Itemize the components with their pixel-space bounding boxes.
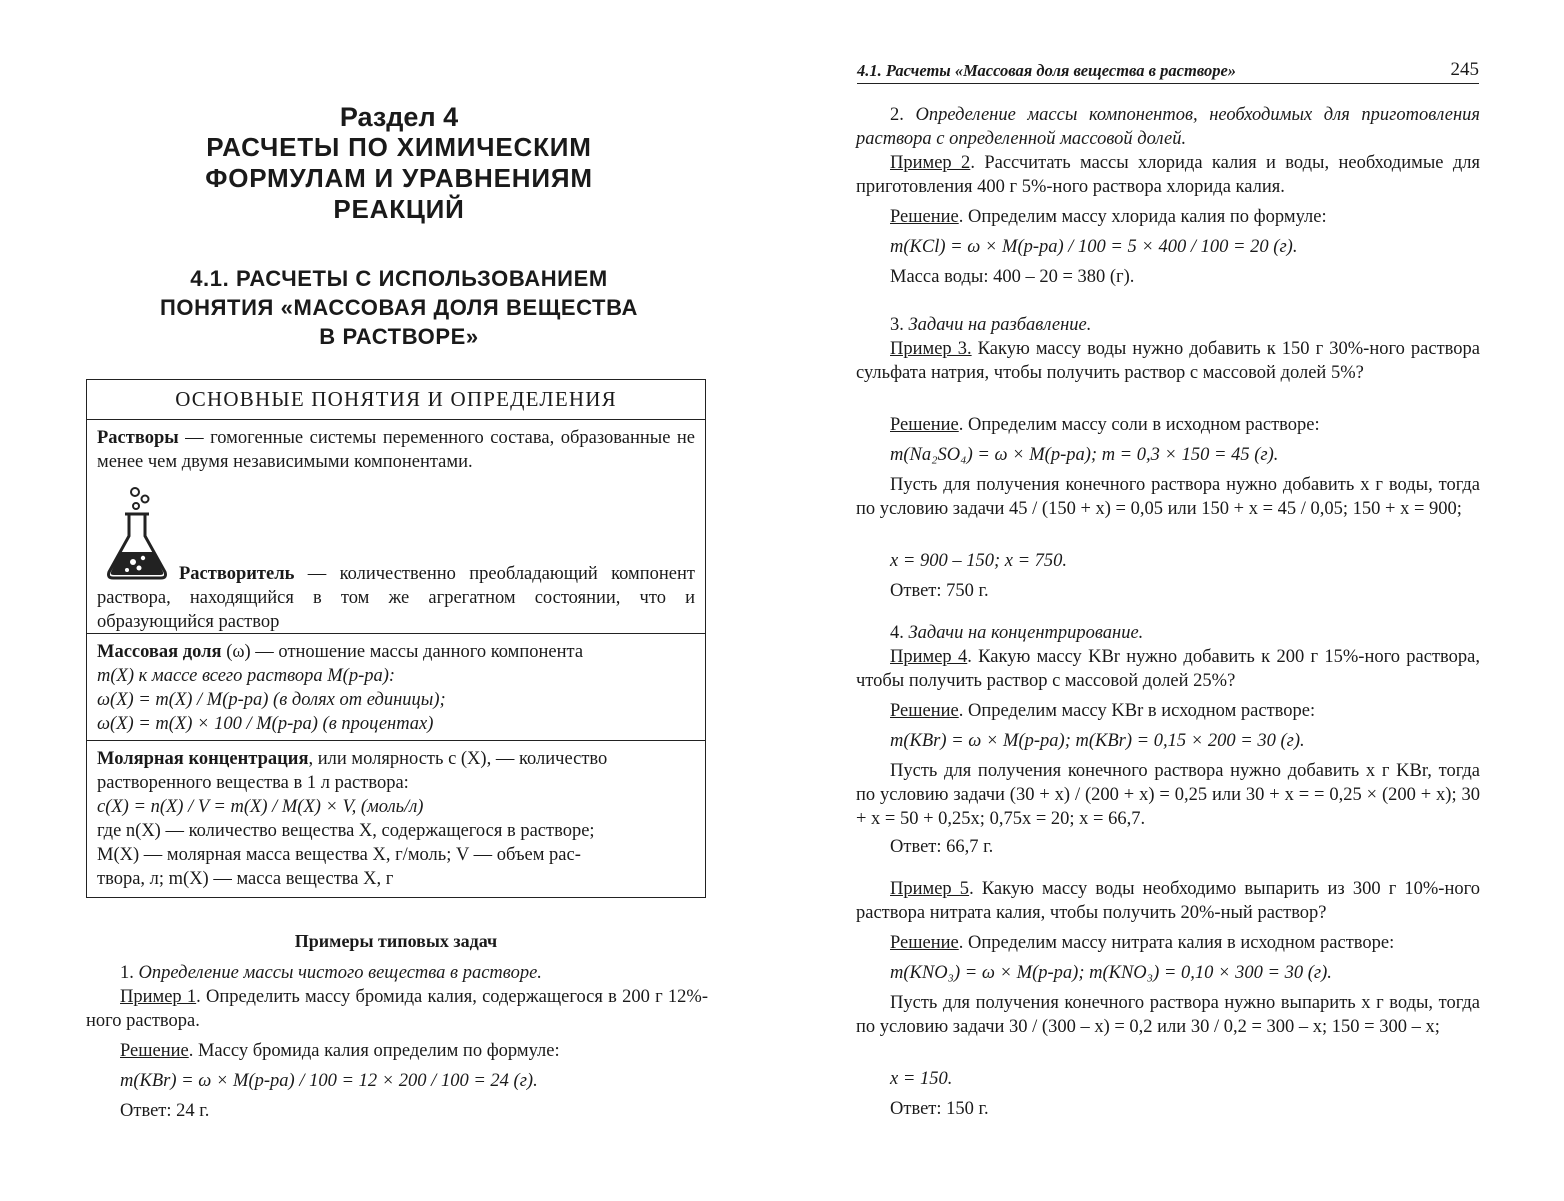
section-title-line-2: ФОРМУЛАМ И УРАВНЕНИЯМ bbox=[205, 163, 593, 193]
example-1-solution bbox=[86, 1039, 708, 1063]
example-3-calc: x = 900 – 150; x = 750. bbox=[890, 551, 1068, 571]
example-3-label: Пример 3. bbox=[890, 339, 972, 359]
example-1-answer: Ответ: 24 г. bbox=[120, 1101, 210, 1121]
definitions-box-header: ОСНОВНЫЕ ПОНЯТИЯ И ОПРЕДЕЛЕНИЯ bbox=[87, 380, 705, 420]
example-3-solution bbox=[856, 413, 1480, 437]
example-5-reasoning: Пусть для получения конечного раствора нужно выпарить x г воды, тогда по условию задачи 30 / (300 – x) = 0,2 или 30 / 0,2 = 300 – x; 150 = 300 – x; bbox=[856, 993, 1480, 1037]
mass-fraction-formula-2: ω(X) = m(X) × 100 / M(р-ра) (в процентах) bbox=[97, 714, 434, 734]
definition-mass-fraction-cell bbox=[87, 634, 705, 741]
example-5-answer: Ответ: 150 г. bbox=[890, 1099, 989, 1119]
example-1-label: Пример 1 bbox=[120, 987, 197, 1007]
running-head bbox=[857, 61, 1479, 84]
example-2 bbox=[856, 151, 1480, 199]
definition-mass-line-2: m(X) к массе всего раствора M(р-ра): bbox=[97, 666, 396, 686]
definition-molarity-line-6: твора, л; m(X) — масса вещества X, г bbox=[97, 869, 394, 889]
section-title-line-3: РЕАКЦИЙ bbox=[333, 194, 465, 224]
example-4-answer: Ответ: 66,7 г. bbox=[890, 837, 994, 857]
task-2-title-text: Определение массы компонентов, необходимых для приготовления раствора с определенной массовой долей. bbox=[856, 105, 1481, 149]
subsection-title bbox=[90, 264, 708, 351]
example-3-formula: m(Na₂SO₄) = ω × M(р-ра); m = 0,3 × 150 = 45 (г). bbox=[890, 445, 1279, 465]
example-4-reasoning: Пусть для получения конечного раствора нужно добавить x г KBr, тогда по условию задачи (30 + x) / (200 + x) = 0,25 или 30 + x = = 0,25 × (200 + x); 30 + x = 50 + 0,25x; 0,75x = 20; x = 66,7. bbox=[856, 761, 1480, 829]
example-2-formula: m(KCl) = ω × M(р-ра) / 100 = 5 × 400 / 100 = 20 (г). bbox=[890, 237, 1298, 257]
example-4-label: Пример 4 bbox=[890, 647, 968, 667]
example-4-text: . Какую массу KBr нужно добавить к 200 г 15%-ного раствора, чтобы получить раствор с массовой долей 25%? bbox=[856, 647, 1480, 691]
example-4-solution-text: . Определим массу KBr в исходном растворе: bbox=[958, 701, 1316, 721]
definition-solvent-text: — количественно преобладающий компонент раствора, находящийся в том же агрегатном состоянии, что и образующийся раствор bbox=[97, 564, 695, 632]
term-molarity: Молярная концентрация bbox=[97, 749, 309, 769]
task-3-title bbox=[856, 313, 1480, 337]
page-number: 245 bbox=[1450, 59, 1479, 80]
example-5-label: Пример 5 bbox=[890, 879, 970, 899]
example-2-solution bbox=[856, 205, 1480, 229]
example-2-solution-label: Решение bbox=[890, 207, 959, 227]
subsection-title-line-2: ПОНЯТИЯ «МАССОВАЯ ДОЛЯ ВЕЩЕСТВА bbox=[160, 295, 638, 320]
section-title-line-1: РАСЧЕТЫ ПО ХИМИЧЕСКИМ bbox=[206, 132, 592, 162]
task-4-number: 4. bbox=[890, 623, 909, 643]
example-5-solution bbox=[856, 931, 1480, 955]
example-3 bbox=[856, 337, 1480, 385]
definition-solutions-text: — гомогенные системы переменного состава, образованные не менее чем двумя независимыми компонентами. bbox=[97, 428, 695, 472]
examples-heading: Примеры типовых задач bbox=[294, 931, 498, 951]
task-4-title bbox=[856, 621, 1480, 645]
molarity-formula: c(X) = n(X) / V = m(X) / M(X) × V, (моль/л) bbox=[97, 797, 424, 817]
task-1-title-text: Определение массы чистого вещества в растворе. bbox=[138, 963, 542, 983]
subsection-title-line-1: 4.1. РАСЧЕТЫ С ИСПОЛЬЗОВАНИЕМ bbox=[190, 266, 608, 291]
example-5-solution-text: . Определим массу нитрата калия в исходном растворе: bbox=[958, 933, 1395, 953]
example-3-reasoning: Пусть для получения конечного раствора нужно добавить x г воды, тогда по условию задачи 45 / (150 + x) = 0,05 или 150 + x = 45 / 0,05; 150 + x = 900; bbox=[856, 475, 1480, 519]
example-2-label: Пример 2 bbox=[890, 153, 971, 173]
example-1-solution-text: . Массу бромида калия определим по формуле: bbox=[188, 1041, 560, 1061]
example-3-answer: Ответ: 750 г. bbox=[890, 581, 989, 601]
example-2-solution-text: . Определим массу хлорида калия по формуле: bbox=[958, 207, 1327, 227]
definition-molarity-text: , или молярность c (X), — количество bbox=[308, 749, 608, 769]
definition-molarity-line-1 bbox=[97, 747, 695, 771]
example-1-text: . Определить массу бромида калия, содержащегося в 200 г 12%-ного раствора. bbox=[86, 987, 708, 1031]
definition-solutions bbox=[97, 426, 695, 474]
term-solvent: Растворитель bbox=[179, 564, 295, 584]
definition-molarity-line-2: растворенного вещества в 1 л раствора: bbox=[97, 773, 409, 793]
example-3-text: Какую массу воды нужно добавить к 150 г 30%-ного раствора сульфата натрия, чтобы получить раствор с массовой долей 5%? bbox=[856, 339, 1480, 383]
task-2-number: 2. bbox=[890, 105, 916, 125]
section-title bbox=[90, 102, 708, 225]
example-5-formula: m(KNO₃) = ω × M(р-ра); m(KNO₃) = 0,10 × 300 = 30 (г). bbox=[890, 963, 1332, 983]
example-5-text: . Какую массу воды необходимо выпарить из 300 г 10%-ного раствора нитрата калия, чтобы получить 20%-ный раствор? bbox=[856, 879, 1480, 923]
definition-molarity-cell bbox=[87, 741, 705, 898]
example-5-solution-label: Решение bbox=[890, 933, 959, 953]
task-3-number: 3. bbox=[890, 315, 909, 335]
example-4-formula: m(KBr) = ω × M(р-ра); m(KBr) = 0,15 × 200 = 30 (г). bbox=[890, 731, 1305, 751]
example-1-formula: m(KBr) = ω × M(р-ра) / 100 = 12 × 200 / 100 = 24 (г). bbox=[120, 1071, 538, 1091]
running-head-title: 4.1. Расчеты «Массовая доля вещества в растворе» bbox=[857, 61, 1237, 80]
example-2-text: . Рассчитать массы хлорида калия и воды, необходимые для приготовления 400 г 5%-ного раствора хлорида калия. bbox=[856, 153, 1480, 197]
example-5 bbox=[856, 877, 1480, 925]
task-3-title-text: Задачи на разбавление. bbox=[908, 315, 1092, 335]
definitions-box bbox=[86, 379, 706, 898]
example-1-solution-label: Решение bbox=[120, 1041, 189, 1061]
example-3-solution-label: Решение bbox=[890, 415, 959, 435]
example-5-calc: x = 150. bbox=[890, 1069, 953, 1089]
definition-solvent bbox=[97, 562, 695, 634]
task-2-title bbox=[856, 103, 1480, 151]
definition-mass-text: (ω) — отношение массы данного компонента bbox=[221, 642, 584, 662]
term-mass-fraction: Массовая доля bbox=[97, 642, 222, 662]
example-3-solution-text: . Определим массу соли в исходном растворе: bbox=[958, 415, 1320, 435]
definition-molarity-line-5: M(X) — молярная масса вещества X, г/моль; V — объем рас- bbox=[97, 845, 581, 865]
task-1-number: 1. bbox=[120, 963, 139, 983]
task-1-title bbox=[86, 961, 708, 985]
definition-molarity-line-4: где n(X) — количество вещества X, содержащегося в растворе; bbox=[97, 821, 595, 841]
example-4-solution bbox=[856, 699, 1480, 723]
definition-solutions-cell bbox=[87, 420, 705, 634]
example-2-water: Масса воды: 400 – 20 = 380 (г). bbox=[890, 267, 1135, 287]
task-4-title-text: Задачи на концентрирование. bbox=[908, 623, 1144, 643]
example-1 bbox=[86, 985, 708, 1033]
term-solutions: Растворы bbox=[97, 428, 179, 448]
example-4 bbox=[856, 645, 1480, 693]
mass-fraction-formula-1: ω(X) = m(X) / M(р-ра) (в долях от единицы); bbox=[97, 690, 446, 710]
definition-mass-line-1 bbox=[97, 640, 695, 664]
section-number: Раздел 4 bbox=[339, 102, 459, 132]
example-4-solution-label: Решение bbox=[890, 701, 959, 721]
subsection-title-line-3: В РАСТВОРЕ» bbox=[319, 324, 479, 349]
